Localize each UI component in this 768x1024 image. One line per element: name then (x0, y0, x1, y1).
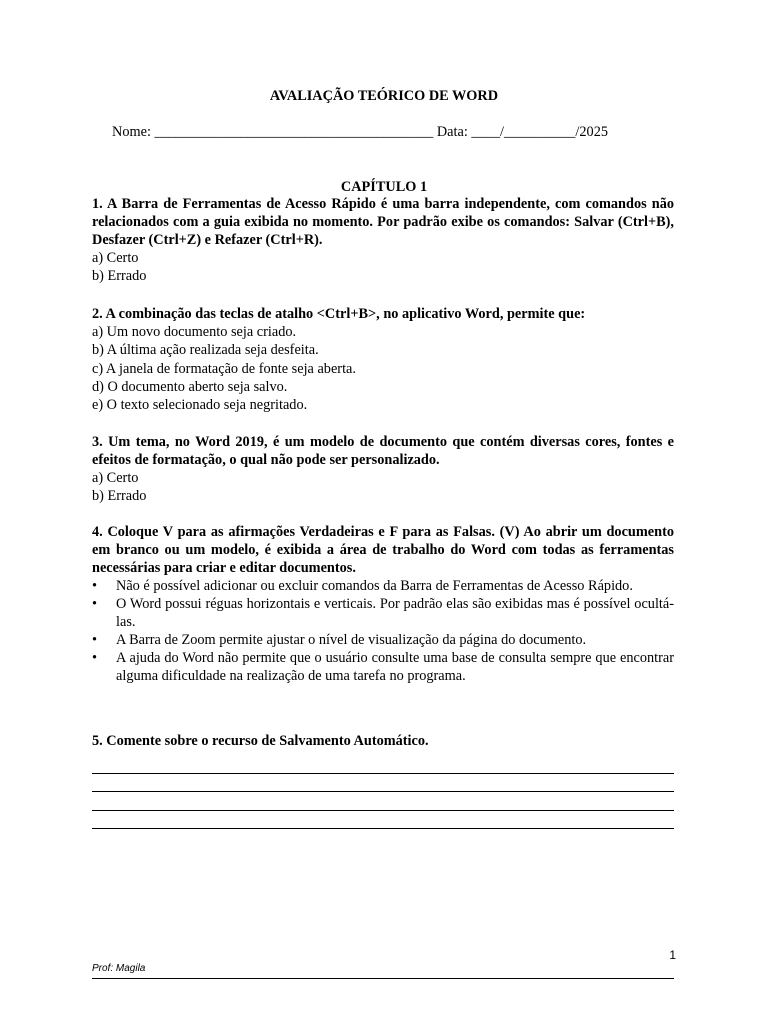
question-4-text: 4. Coloque V para as afirmações Verdadeiras e F para as Falsas. (V) Ao abrir um documento em branco ou um modelo, é exibida a área de trabalho do Word com todas as ferramentas necessárias para criar e editar documentos. (92, 524, 674, 576)
answer-line (92, 810, 674, 811)
statement-item (92, 649, 674, 685)
question-2-option-c: c) A janela de formatação de fonte seja aberta. (92, 360, 356, 377)
chapter-heading: CAPÍTULO 1 (340, 179, 428, 195)
footer-divider (92, 978, 674, 979)
bullet-icon: • (92, 578, 98, 594)
footer-author: Prof: Magila (92, 963, 146, 974)
question-5-text: 5. Comente sobre o recurso de Salvamento Automático. (92, 733, 429, 749)
bullet-icon: • (92, 632, 98, 648)
statement-text: O Word possui réguas horizontais e verticais. Por padrão elas são exibidas mas é possível ocultá-las. (116, 596, 674, 630)
question-4 (92, 523, 674, 685)
answer-line (92, 773, 674, 774)
question-2-option-e: e) O texto selecionado seja negritado. (92, 397, 308, 414)
question-1-option-a: a) Certo (92, 250, 139, 266)
question-5 (92, 732, 674, 750)
statement-item (92, 631, 674, 649)
question-2 (92, 305, 674, 414)
statement-text: A Barra de Zoom permite ajustar o nível de visualização da página do documento. (116, 632, 587, 648)
question-2-option-b: b) A última ação realizada seja desfeita. (92, 342, 319, 359)
question-3-option-a: a) Certo (92, 470, 139, 486)
statement-text: Não é possível adicionar ou excluir comandos da Barra de Ferramentas de Acesso Rápido. (116, 578, 633, 594)
question-1-option-b: b) Errado (92, 268, 147, 285)
answer-line (92, 791, 674, 792)
question-4-statements (92, 577, 674, 685)
bullet-icon: • (92, 650, 98, 666)
question-3 (92, 433, 674, 506)
question-3-option-b: b) Errado (92, 488, 147, 505)
question-2-text: 2. A combinação das teclas de atalho <Ctrl+B>, no aplicativo Word, permite que: (92, 306, 586, 322)
question-1-text: 1. A Barra de Ferramentas de Acesso Rápido é uma barra independente, com comandos não relacionados com a guia exibida no momento. Por padrão exibe os comandos: Salvar (Ctrl+B), Desfazer (Ctrl+Z) e Refazer (Ctrl+R). (92, 196, 674, 248)
name-date-line: Nome: _______________________________________ Data: ____/__________/2025 (112, 124, 608, 140)
page-number: 1 (669, 948, 676, 962)
page-title: AVALIAÇÃO TEÓRICO DE WORD (269, 88, 499, 104)
question-2-option-a: a) Um novo documento seja criado. (92, 324, 297, 340)
bullet-icon: • (92, 596, 98, 612)
statement-item (92, 595, 674, 631)
statement-item (92, 577, 674, 595)
question-3-text: 3. Um tema, no Word 2019, é um modelo de documento que contém diversas cores, fontes e efeitos de formatação, o qual não pode ser personalizado. (92, 434, 674, 468)
question-2-option-d: d) O documento aberto seja salvo. (92, 378, 288, 395)
statement-text: A ajuda do Word não permite que o usuário consulte uma base de consulta sempre que encontrar alguma dificuldade na realização de uma tarefa no programa. (116, 650, 674, 684)
question-1 (92, 195, 674, 286)
answer-line (92, 828, 674, 829)
